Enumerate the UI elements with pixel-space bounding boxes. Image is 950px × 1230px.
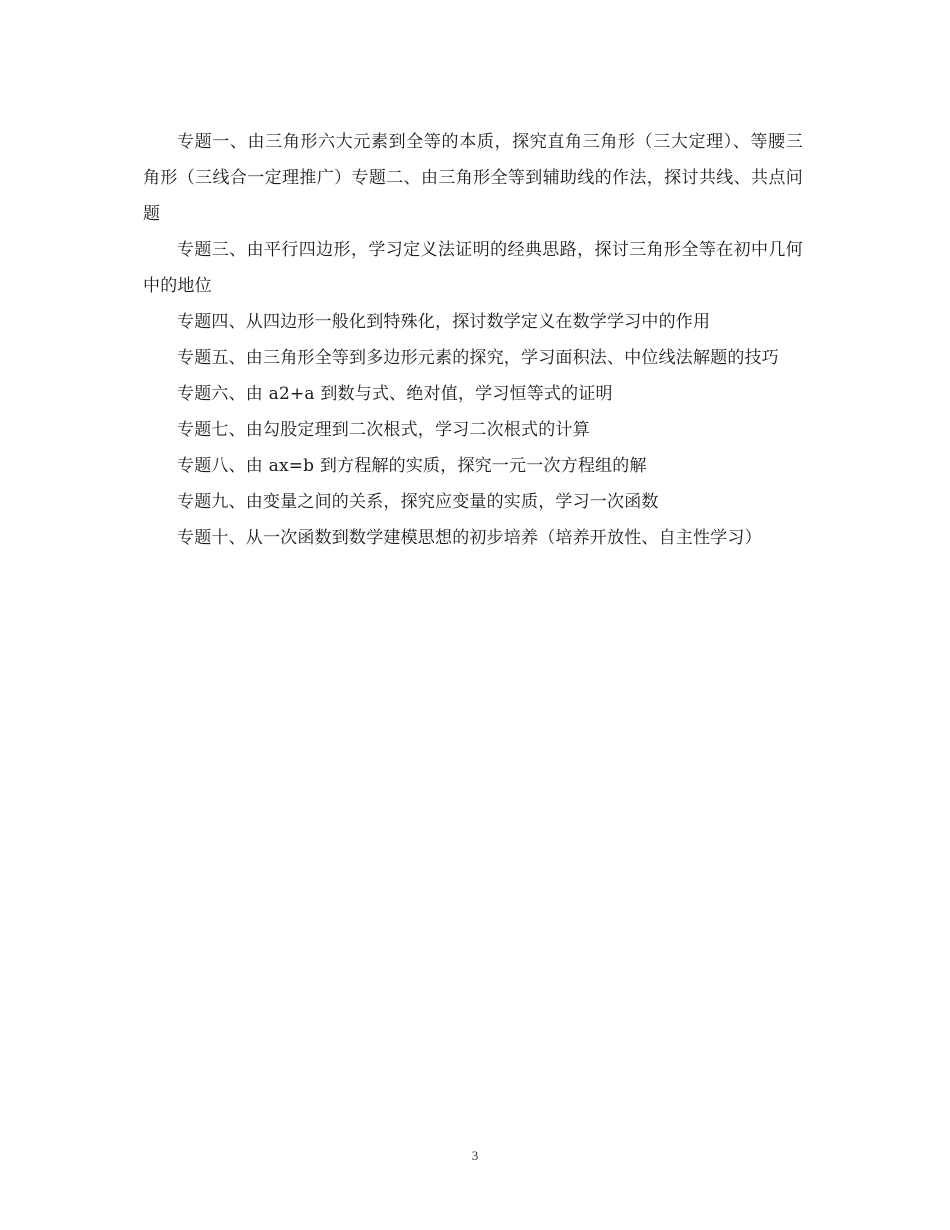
- paragraph-topic-6: 专题六、由 a2+a 到数与式、绝对值，学习恒等式的证明: [177, 384, 613, 404]
- document-body: [143, 124, 803, 556]
- paragraph-topic-3: 专题三、由平行四边形，学习定义法证明的经典思路，探讨三角形全等在初中几何中的地位: [143, 240, 803, 296]
- page-number: 3: [471, 1148, 479, 1163]
- paragraph-topic-9: 专题九、由变量之间的关系，探究应变量的实质，学习一次函数: [177, 492, 659, 512]
- paragraph-topic-8: 专题八、由 ax=b 到方程解的实质，探究一元一次方程组的解: [177, 456, 647, 476]
- paragraph-topic-7: 专题七、由勾股定理到二次根式，学习二次根式的计算: [177, 420, 590, 440]
- paragraph-topic-10: 专题十、从一次函数到数学建模思想的初步培养（培养开放性、自主性学习）: [177, 528, 762, 548]
- paragraph-topic-5: 专题五、由三角形全等到多边形元素的探究，学习面积法、中位线法解题的技巧: [177, 348, 779, 368]
- paragraph-topic-4: 专题四、从四边形一般化到特殊化，探讨数学定义在数学学习中的作用: [177, 312, 711, 332]
- paragraph-topic-1: 专题一、由三角形六大元素到全等的本质，探究直角三角形（三大定理）、等腰三角形（三线合一定理推广）专题二、由三角形全等到辅助线的作法，探讨共线、共点问题: [143, 132, 803, 224]
